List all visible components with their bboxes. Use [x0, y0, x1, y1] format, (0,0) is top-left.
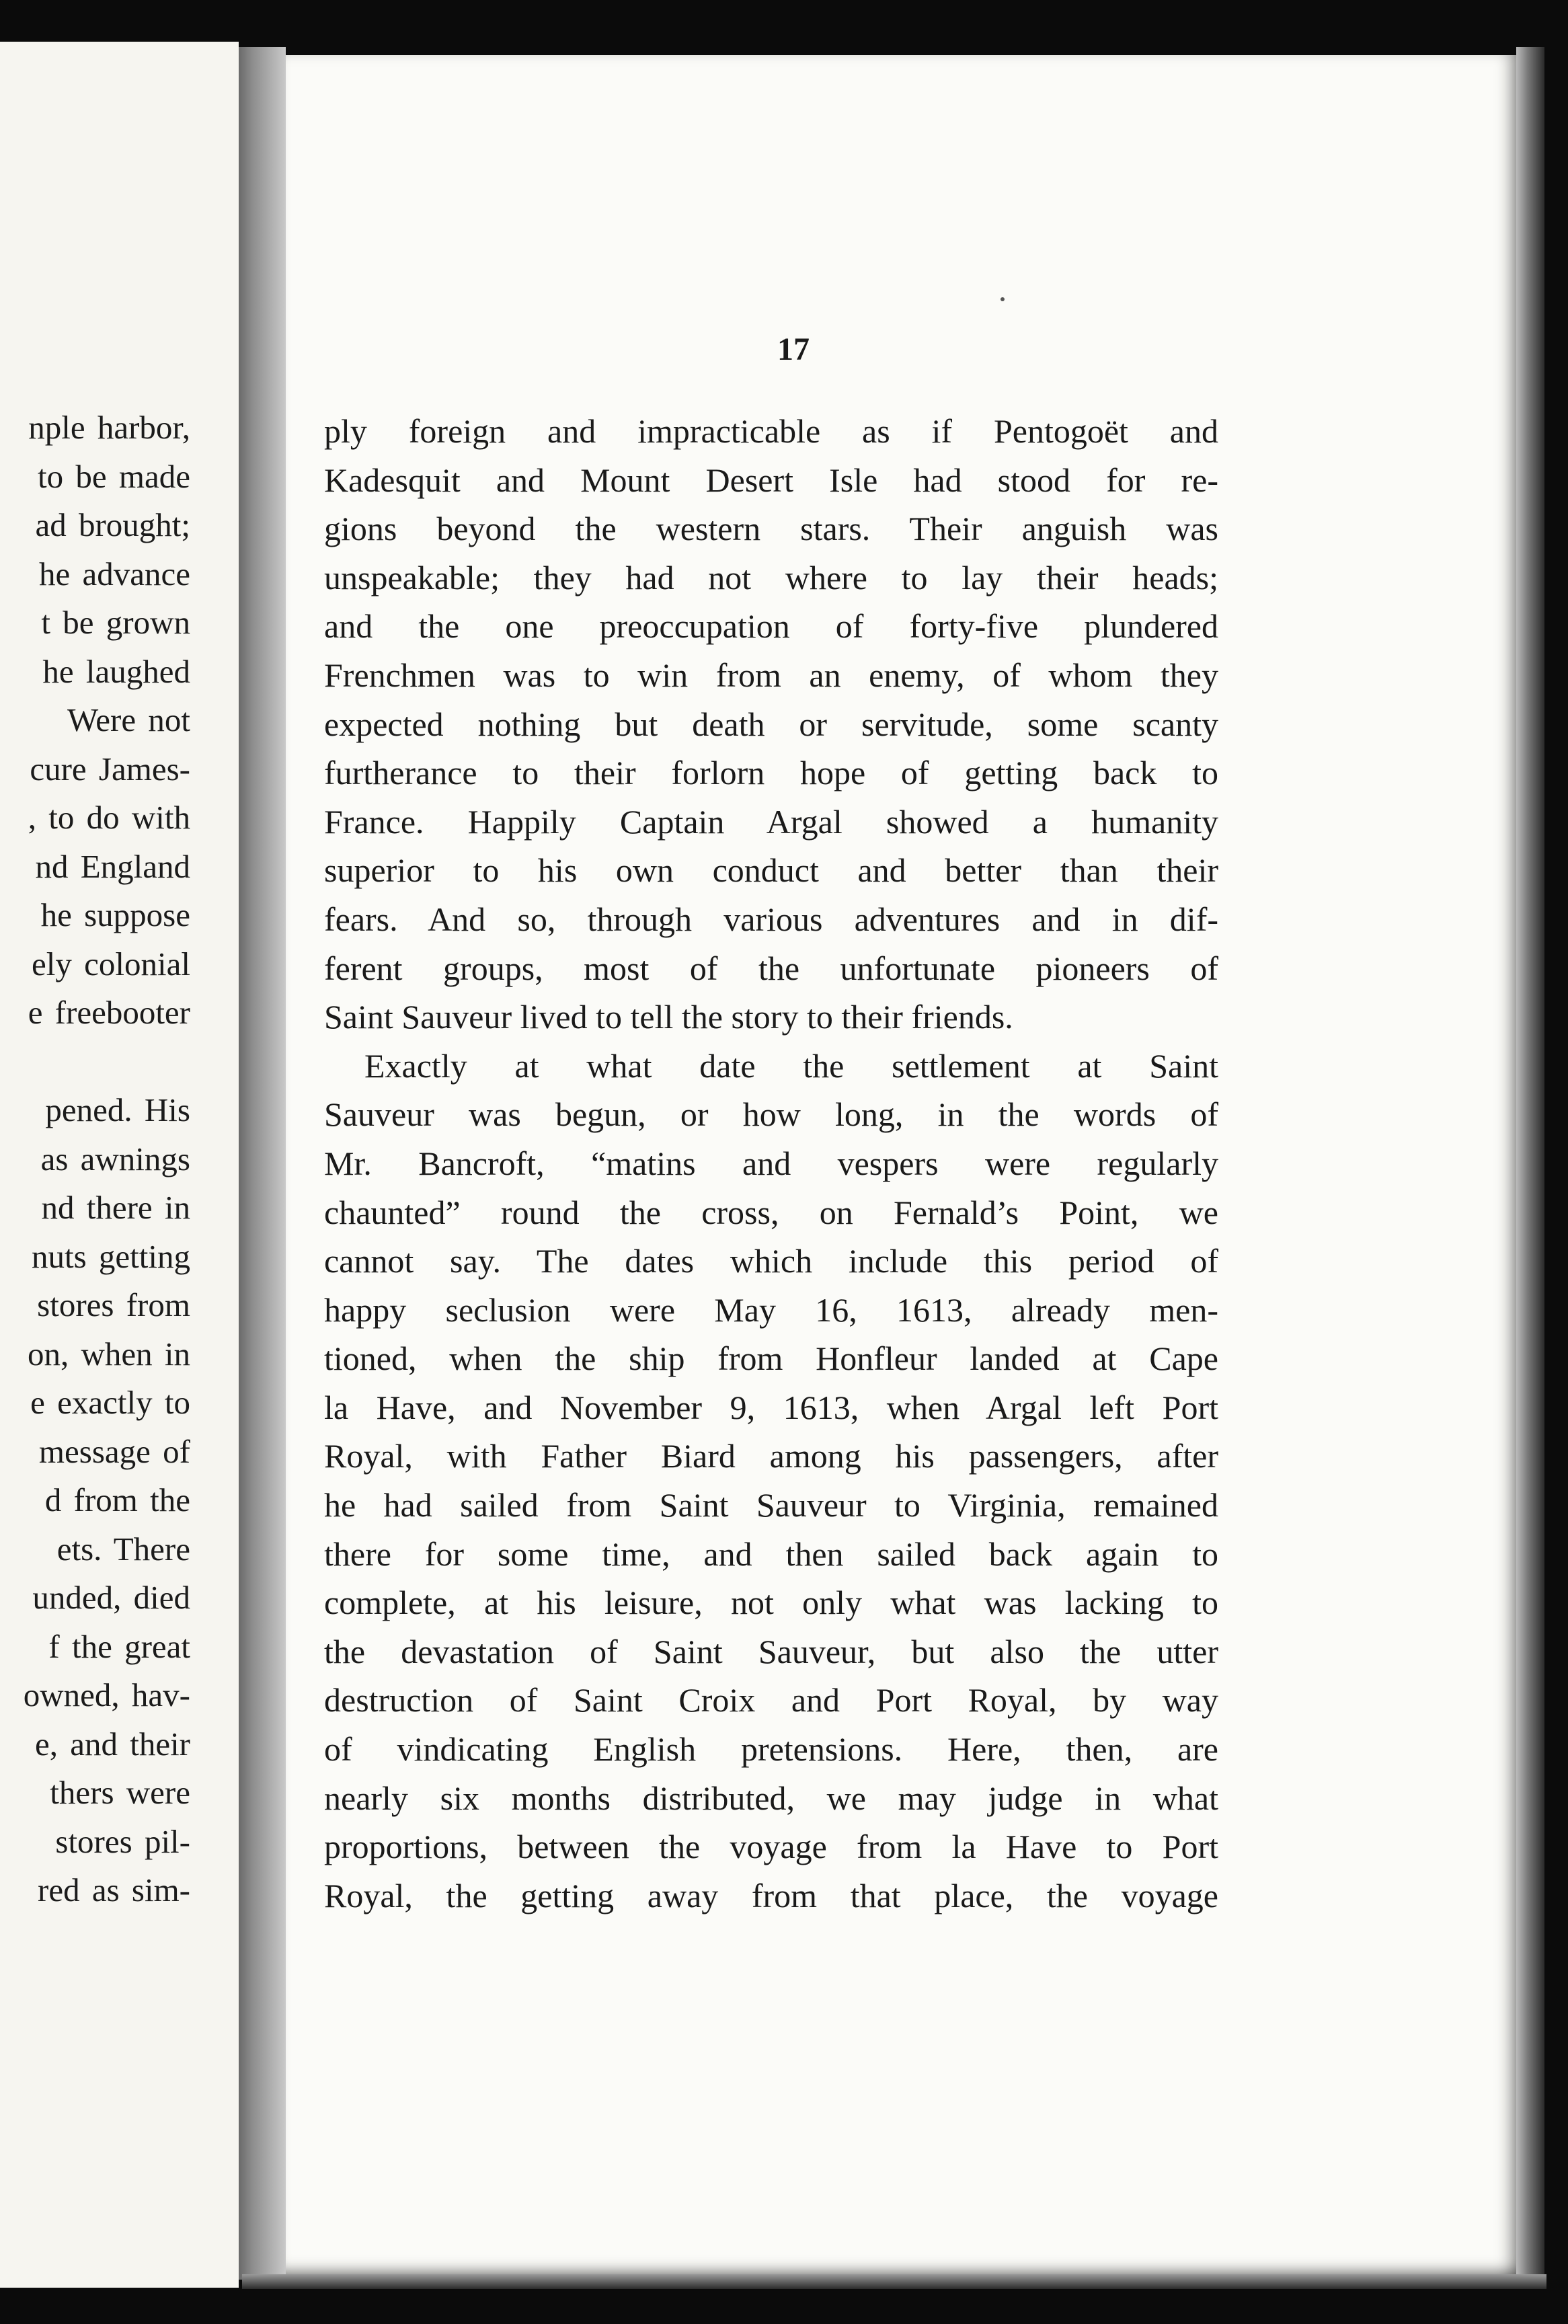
left-line: he laughed: [42, 652, 190, 690]
left-line: Were not: [67, 701, 190, 738]
left-line: nuts getting: [31, 1237, 190, 1275]
left-line: he advance: [39, 555, 190, 592]
text-line: Royal, the getting away from that place, the voyage: [324, 1876, 1218, 1914]
left-line: thers were: [50, 1774, 190, 1811]
left-line: cure James-: [30, 750, 190, 787]
text-line: fears. And so, through various adventures and in dif-: [324, 900, 1218, 938]
left-line: nd there in: [41, 1189, 190, 1226]
left-line: f the great: [48, 1627, 190, 1665]
left-line: unded, died: [32, 1579, 190, 1616]
text-line: Sauveur was begun, or how long, in the words of: [324, 1095, 1218, 1134]
left-line: ets. There: [56, 1530, 190, 1567]
text-line: unspeakable; they had not where to lay their heads;: [324, 558, 1218, 596]
text-line: nearly six months distributed, we may judge in what: [324, 1779, 1218, 1817]
text-line: there for some time, and then sailed back again to: [324, 1535, 1218, 1573]
left-line: t be grown: [41, 604, 190, 641]
left-line: d from the: [44, 1481, 190, 1518]
left-line: as awnings: [40, 1140, 190, 1177]
left-line: e freebooter: [28, 994, 190, 1031]
text-line: expected nothing but death or servitude, some scanty: [324, 705, 1218, 743]
text-line: he had sailed from Saint Sauveur to Virginia, remained: [324, 1486, 1218, 1524]
left-line: to be made: [38, 457, 190, 495]
left-line: e, and their: [34, 1725, 190, 1763]
text-line: gions beyond the western stars. Their anguish was: [324, 510, 1218, 548]
text-line: superior to his own conduct and better than their: [324, 851, 1218, 890]
text-line: and the one preoccupation of forty-five plundered: [324, 607, 1218, 646]
page-edge-bottom: [242, 2274, 1546, 2289]
text-line: Kadesquit and Mount Desert Isle had stood for re-: [324, 461, 1218, 499]
text-line: Mr. Bancroft, “matins and vespers were regularly: [324, 1144, 1218, 1182]
text-line: Frenchmen was to win from an enemy, of whom they: [324, 656, 1218, 694]
text-line: Exactly at what date the settlement at Saint: [364, 1046, 1218, 1085]
left-line: nple harbor,: [28, 409, 190, 446]
page-body-text: [324, 407, 1218, 1920]
text-line: furtherance to their forlorn hope of getting back to: [324, 754, 1218, 792]
left-line: owned, hav-: [23, 1676, 190, 1713]
page-edge-right: [1516, 47, 1544, 2286]
left-line: nd England: [35, 847, 190, 885]
left-line: on, when in: [28, 1335, 190, 1372]
left-page-fragment: [0, 42, 239, 2288]
text-line: Royal, with Father Biard among his passengers, after: [324, 1437, 1218, 1475]
page-number: 17: [777, 332, 810, 367]
text-line: complete, at his leisure, not only what was lacking to: [324, 1584, 1218, 1622]
text-line: Saint Sauveur lived to tell the story to their friends.: [324, 998, 1013, 1036]
text-line: tioned, when the ship from Honfleur landed at Cape: [324, 1340, 1218, 1378]
left-line: pened. His: [45, 1091, 190, 1128]
text-line: ferent groups, most of the unfortunate pioneers of: [324, 949, 1218, 987]
text-line: happy seclusion were May 16, 1613, already men-: [324, 1290, 1218, 1329]
text-line: destruction of Saint Croix and Port Royal, by way: [324, 1681, 1218, 1719]
text-line: the devastation of Saint Sauveur, but also the utter: [324, 1632, 1218, 1670]
left-line: red as sim-: [38, 1871, 190, 1908]
left-line: ad brought;: [35, 506, 190, 543]
print-speck: [1001, 297, 1005, 301]
book-gutter-shadow: [239, 47, 286, 2280]
text-line: France. Happily Captain Argal showed a humanity: [324, 802, 1218, 841]
left-line: stores from: [37, 1286, 190, 1323]
left-line: e exactly to: [30, 1384, 190, 1421]
left-line: message of: [38, 1432, 190, 1470]
paragraph-gap: [0, 1038, 190, 1087]
left-line: he suppose: [40, 896, 190, 933]
text-line: ply foreign and impracticable as if Pentogoët and: [324, 412, 1218, 450]
text-line: la Have, and November 9, 1613, when Argal left Port: [324, 1388, 1218, 1426]
text-line: of vindicating English pretensions. Here, then, are: [324, 1730, 1218, 1769]
text-line: proportions, between the voyage from la Have to Port: [324, 1828, 1218, 1866]
left-line: ely colonial: [32, 945, 190, 982]
text-line: cannot say. The dates which include this period of: [324, 1242, 1218, 1280]
left-line: stores pil-: [55, 1822, 190, 1860]
text-line: chaunted” round the cross, on Fernald’s Point, we: [324, 1193, 1218, 1231]
left-line: , to do with: [28, 799, 190, 836]
left-page-text: [0, 403, 190, 1915]
